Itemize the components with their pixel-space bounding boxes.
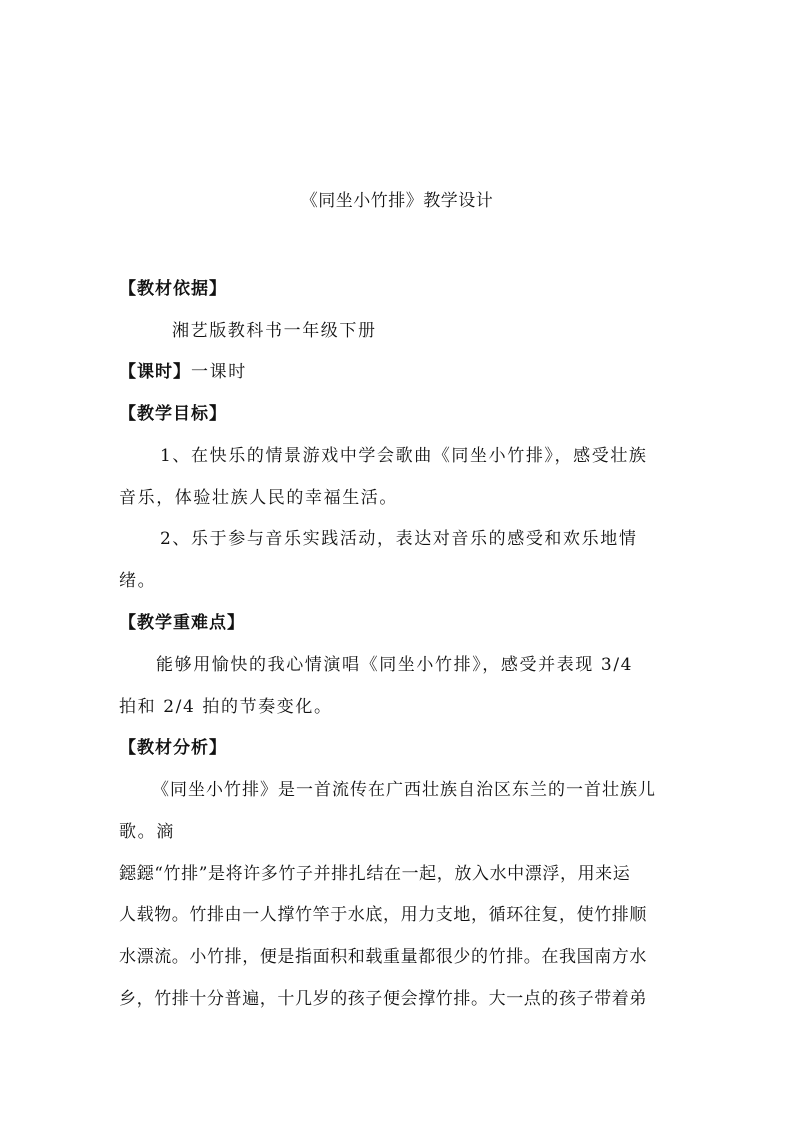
keypoints-line-2: 拍和 2/4 拍的节奏变化。: [119, 697, 333, 717]
goal-1-line-1: 1、在快乐的情景游戏中学会歌曲《同坐小竹排》，感受壮族: [160, 446, 648, 466]
goal-2-line-2: 绪。: [119, 571, 157, 591]
goal-2-line-1: 2、乐于参与音乐实践活动，表达对音乐的感受和欢乐地情: [160, 529, 638, 549]
analysis-line-4: 人载物。竹排由一人撑竹竿于水底，用力支地，循环往复，使竹排顺: [119, 905, 647, 925]
keypoints-heading: 【教学重难点】: [119, 613, 245, 633]
basis-heading: 【教材依据】: [119, 279, 227, 299]
analysis-line-6: 乡，竹排十分普遍，十几岁的孩子便会撑竹排。大一点的孩子带着弟: [119, 989, 647, 1009]
document-title: 《同坐小竹排》教学设计: [300, 191, 494, 211]
period-text: 一课时: [191, 362, 247, 382]
analysis-line-2: 歌。滳: [119, 822, 175, 842]
period-row: [119, 357, 247, 382]
basis-text: 湘艺版教科书一年级下册: [172, 321, 377, 341]
goal-1-line-2: 音乐，体验壮族人民的幸福生活。: [119, 488, 398, 508]
keypoints-line-1: 能够用愉快的我心情演唱《同坐小竹排》，感受并表现 3/4: [156, 655, 634, 675]
period-heading: 【课时】: [119, 362, 191, 382]
analysis-heading: 【教材分析】: [119, 738, 227, 758]
analysis-line-5: 水漂流。小竹排，便是指面积和载重量都很少的竹排。在我国南方水: [119, 947, 647, 967]
goals-heading: 【教学目标】: [119, 404, 227, 424]
analysis-line-1: 《同坐小竹排》是一首流传在广西壮族自治区东兰的一首壮族儿: [152, 780, 656, 800]
analysis-line-3: 鐚鐚“竹排”是将许多竹子并排扎结在一起，放入水中漂浮，用来运: [119, 864, 631, 884]
